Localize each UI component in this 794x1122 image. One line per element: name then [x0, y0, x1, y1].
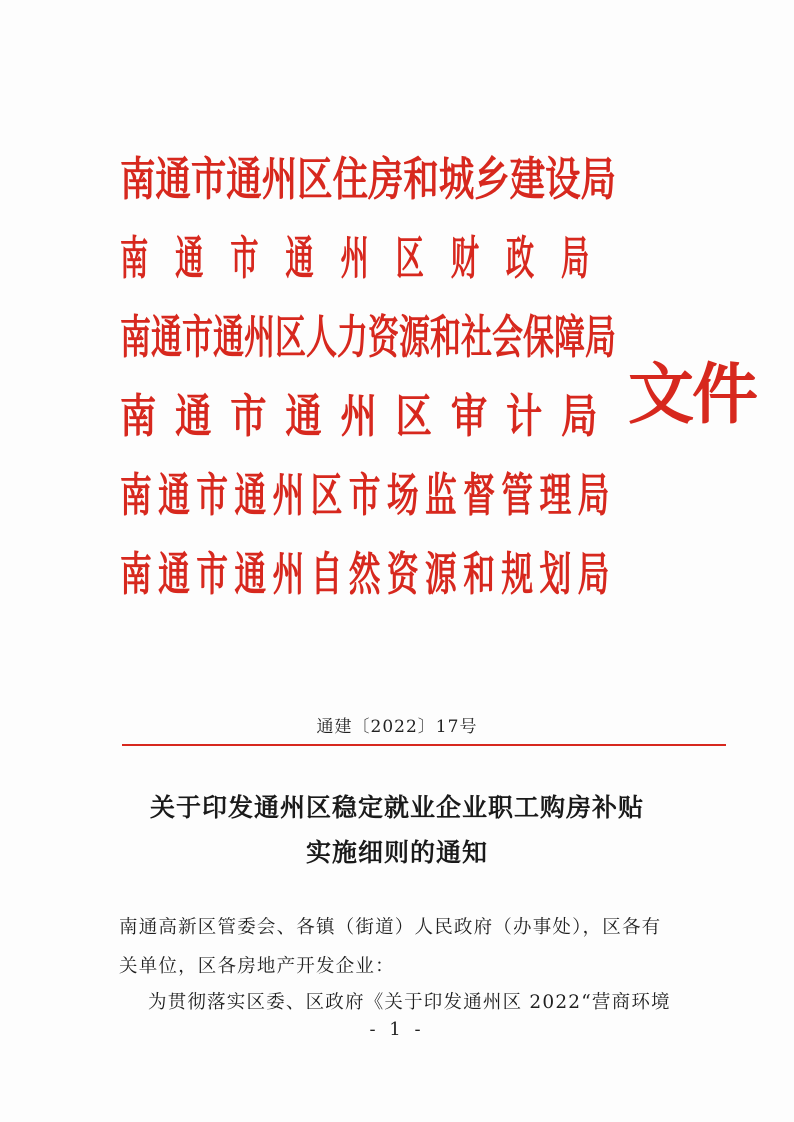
- page-number: - 1 -: [369, 1019, 425, 1040]
- body-line-1: 南通高新区管委会、各镇（街道）人民政府（办事处），区各有: [119, 917, 662, 938]
- agency-finance: 南通市通州区财政局: [120, 231, 617, 285]
- red-divider-line: [122, 744, 726, 746]
- issuing-agencies: [120, 140, 620, 614]
- body-line-3: 为贯彻落实区委、区政府《关于印发通州区 2022“营商环境: [148, 992, 671, 1013]
- agency-housing-construction: 南通市通州区住房和城乡建设局: [120, 152, 616, 206]
- body-line-2: 关单位，区各房地产开发企业：: [119, 956, 395, 977]
- document-suffix: 文件: [628, 356, 756, 433]
- agency-audit: 南通市通州区审计局: [120, 389, 617, 443]
- agency-market-regulation: 南通市通州区市场监督管理局: [120, 468, 616, 522]
- agency-human-resources: 南通市通州区人力资源和社会保障局: [120, 310, 616, 364]
- document-title-line-1: 关于印发通州区稳定就业企业职工购房补贴: [149, 793, 644, 822]
- document-number: 通建〔2022〕17号: [316, 717, 478, 737]
- document-title-line-2: 实施细则的通知: [305, 838, 488, 867]
- agency-natural-resources: 南通市通州自然资源和规划局: [120, 547, 616, 601]
